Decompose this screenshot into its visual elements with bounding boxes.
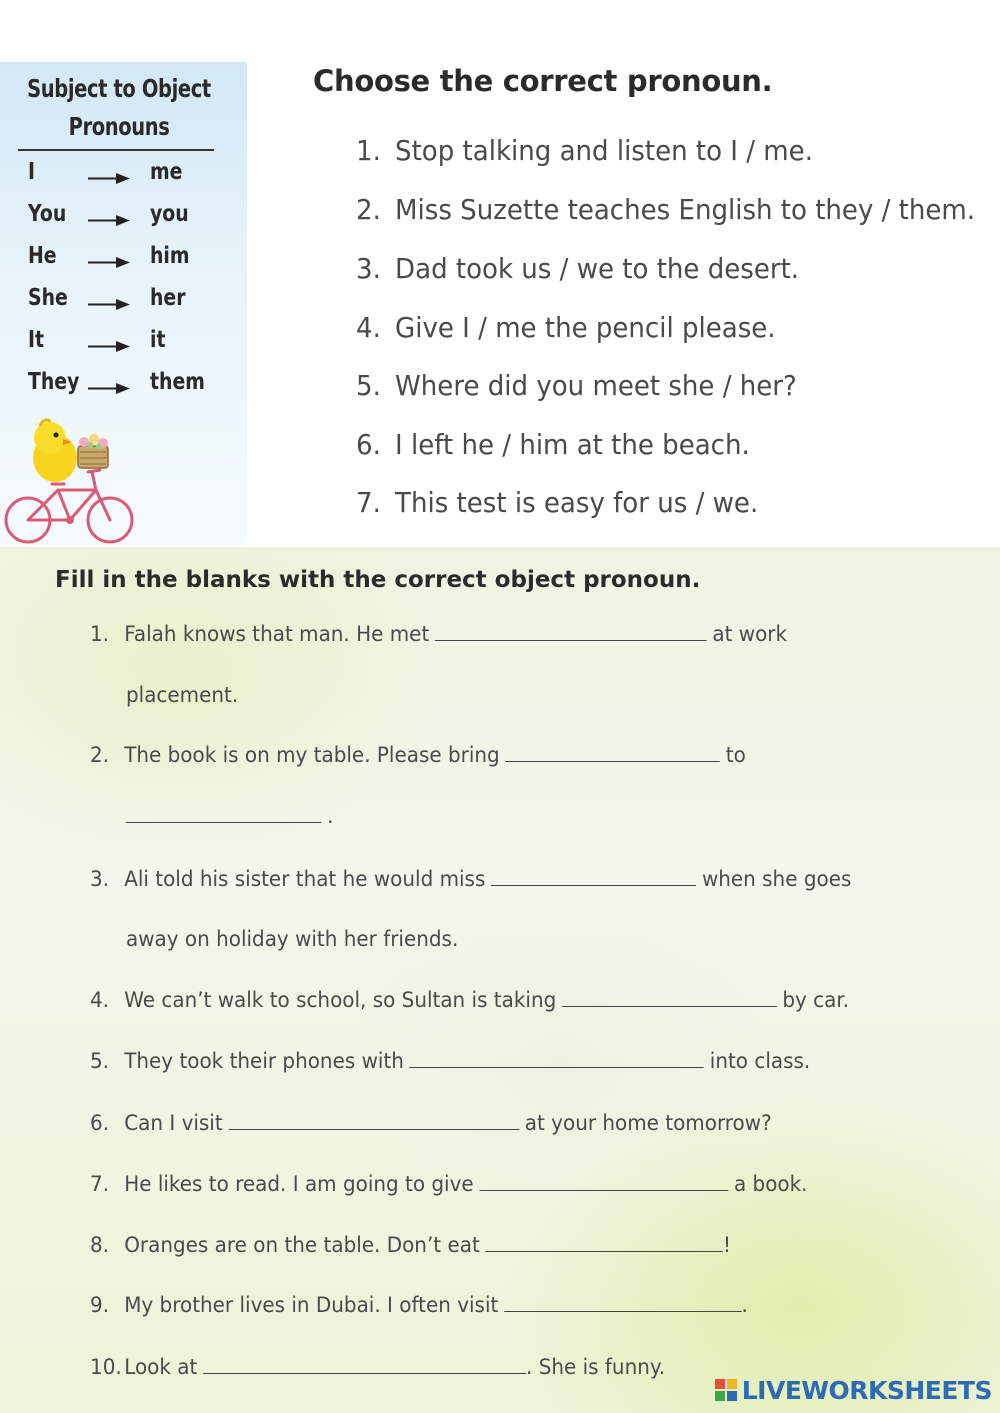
question-text: .	[327, 804, 334, 828]
answer-blank[interactable]	[479, 1174, 728, 1191]
question-number: 7.	[356, 486, 381, 519]
question-text-after: . She is funny.	[526, 1355, 666, 1379]
choose-question	[356, 134, 813, 167]
object-pronoun: it	[150, 327, 166, 353]
pronoun-chart	[0, 62, 247, 546]
answer-blank[interactable]	[126, 806, 322, 823]
choose-question	[356, 369, 797, 402]
question-text-after: when she goes	[701, 867, 852, 891]
question-text: Where did you meet she / her?	[395, 369, 797, 402]
question-text: placement.	[126, 683, 239, 707]
question-text-after: a book.	[733, 1172, 808, 1196]
pronoun-pair	[26, 285, 226, 325]
pronoun-chart-title	[26, 70, 212, 146]
pronoun-pair	[26, 243, 226, 283]
object-pronoun: her	[150, 285, 186, 311]
fill-question-continuation	[126, 683, 238, 707]
fill-question	[90, 1111, 772, 1135]
arrow-right-icon	[88, 173, 130, 184]
pronoun-pair	[26, 201, 226, 241]
question-text: away on holiday with her friends.	[126, 927, 459, 951]
question-number: 10.	[90, 1355, 122, 1379]
fill-question	[90, 1233, 731, 1257]
brand-name: LIVEWORKSHEETS	[741, 1375, 992, 1405]
question-text: Look at	[124, 1355, 198, 1379]
pronoun-chart-divider	[18, 149, 214, 151]
answer-blank[interactable]	[410, 1051, 705, 1068]
question-text: Stop talking and listen to I / me.	[395, 134, 813, 167]
question-text: Can I visit	[124, 1111, 223, 1135]
question-text: Ali told his sister that he would miss	[124, 867, 486, 891]
question-number: 5.	[90, 1049, 110, 1073]
arrow-right-icon	[88, 215, 130, 226]
question-number: 9.	[90, 1293, 110, 1317]
question-text-after: !	[722, 1233, 731, 1257]
question-text: He likes to read. I am going to give	[124, 1172, 474, 1196]
question-text: We can’t walk to school, so Sultan is taking	[124, 988, 557, 1012]
question-number: 4.	[90, 988, 110, 1012]
question-text: They took their phones with	[124, 1049, 404, 1073]
arrow-right-icon	[88, 341, 130, 352]
question-text-after: at your home tomorrow?	[524, 1111, 772, 1135]
pronoun-pair	[26, 327, 226, 367]
arrow-right-icon	[88, 383, 130, 394]
liveworksheets-logo-icon	[714, 1378, 738, 1402]
question-text: Miss Suzette teaches English to they / them.	[395, 193, 976, 226]
question-number: 7.	[90, 1172, 110, 1196]
question-text-after: to	[725, 743, 746, 767]
answer-blank[interactable]	[491, 869, 696, 886]
question-number: 6.	[356, 428, 381, 461]
fill-question	[90, 743, 746, 767]
choose-question	[356, 486, 758, 519]
question-text: The book is on my table. Please bring	[124, 743, 500, 767]
pronoun-pair	[26, 159, 226, 199]
choose-question	[356, 193, 975, 226]
object-pronoun: me	[150, 159, 183, 185]
answer-blank[interactable]	[228, 1113, 519, 1130]
subject-pronoun: It	[28, 327, 45, 353]
question-text-after: into class.	[709, 1049, 811, 1073]
fill-question	[90, 1355, 665, 1379]
subject-pronoun: She	[28, 285, 68, 311]
subject-pronoun: You	[28, 201, 67, 227]
question-number: 2.	[90, 743, 110, 767]
question-number: 2.	[356, 193, 381, 226]
fill-question	[90, 988, 849, 1012]
fill-question	[90, 622, 787, 646]
answer-blank[interactable]	[504, 1295, 741, 1312]
choose-section	[250, 62, 1000, 546]
choose-section-title: Choose the correct pronoun.	[313, 64, 773, 98]
answer-blank[interactable]	[505, 745, 720, 762]
question-text-after: by car.	[782, 988, 850, 1012]
choose-question	[356, 311, 776, 344]
subject-pronoun: I	[28, 159, 36, 185]
question-text: Falah knows that man. He met	[124, 622, 430, 646]
question-number: 3.	[356, 252, 381, 285]
fill-question-continuation	[126, 927, 458, 951]
question-text: I left he / him at the beach.	[395, 428, 750, 461]
pronoun-chart-title-line1: Subject to Object	[27, 74, 211, 103]
question-number: 6.	[90, 1111, 110, 1135]
answer-blank[interactable]	[485, 1235, 722, 1252]
answer-blank[interactable]	[562, 990, 777, 1007]
answer-blank[interactable]	[203, 1357, 526, 1374]
question-text: Oranges are on the table. Don’t eat	[124, 1233, 480, 1257]
question-number: 8.	[90, 1233, 110, 1257]
arrow-right-icon	[88, 299, 130, 310]
fill-blanks-title: Fill in the blanks with the correct object pronoun.	[55, 567, 701, 593]
fill-question	[90, 1293, 748, 1317]
object-pronoun: him	[150, 243, 190, 269]
question-number: 5.	[356, 369, 381, 402]
question-number: 4.	[356, 311, 381, 344]
liveworksheets-watermark	[714, 1373, 992, 1407]
fill-question	[90, 1049, 810, 1073]
choose-question	[356, 428, 750, 461]
subject-pronoun: He	[28, 243, 57, 269]
question-text: My brother lives in Dubai. I often visit	[124, 1293, 499, 1317]
fill-question	[90, 1172, 808, 1196]
question-number: 1.	[356, 134, 381, 167]
arrow-right-icon	[88, 257, 130, 268]
subject-pronoun: They	[28, 369, 80, 395]
question-text: This test is easy for us / we.	[395, 486, 759, 519]
choose-question	[356, 252, 799, 285]
question-text-after: at work	[712, 622, 788, 646]
answer-blank[interactable]	[435, 624, 707, 641]
fill-blanks-section	[0, 547, 1000, 1413]
question-text: Dad took us / we to the desert.	[395, 252, 800, 285]
fill-question	[90, 867, 851, 891]
pronoun-pair	[26, 369, 226, 409]
pronoun-chart-title-line2: Pronouns	[68, 112, 170, 141]
fill-question-continuation	[120, 804, 333, 828]
question-number: 1.	[90, 622, 110, 646]
object-pronoun: you	[150, 201, 189, 227]
question-text: Give I / me the pencil please.	[395, 311, 776, 344]
chick-on-bicycle-illustration	[0, 412, 140, 546]
question-text-after: .	[741, 1293, 748, 1317]
question-number: 3.	[90, 867, 110, 891]
object-pronoun: them	[150, 369, 205, 395]
